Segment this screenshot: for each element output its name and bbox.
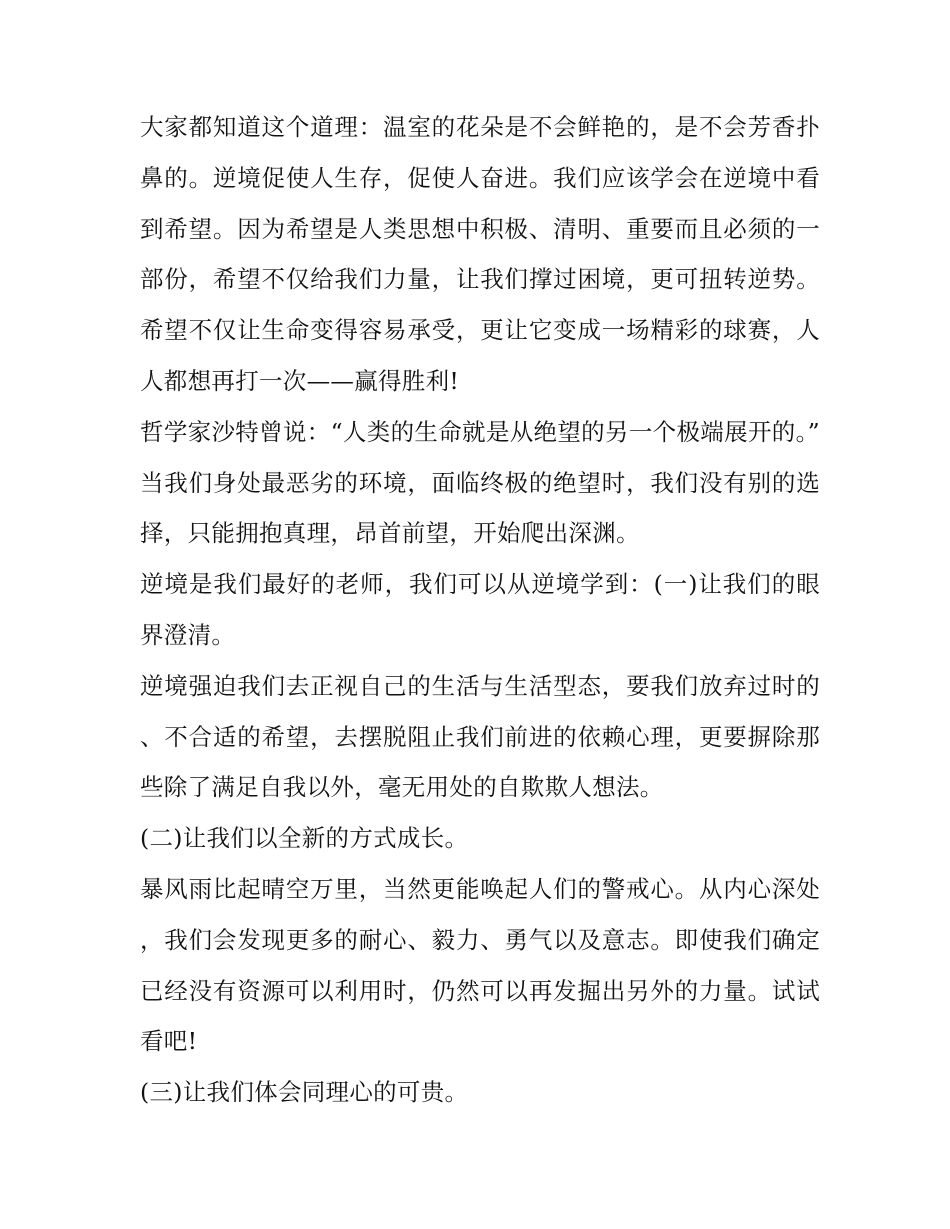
paragraph-storm: 暴风雨比起晴空万里，当然更能唤起人们的警戒心。从内心深处，我们会发现更多的耐心、毅力、勇气以及意志。即使我们确定已经没有资源可以利用时，仍然可以再发掘出另外的力量。试试看吧! bbox=[140, 874, 820, 1056]
paragraph-face-life: 逆境强迫我们去正视自己的生活与生活型态，要我们放弃过时的、不合适的希望，去摆脱阻止我们前进的依赖心理，更要摒除那些除了满足自我以外，毫无用处的自欺欺人想法。 bbox=[140, 671, 820, 802]
section-heading-empathy: (三)让我们体会同理心的可贵。 bbox=[140, 1078, 469, 1107]
section-heading-grow: (二)让我们以全新的方式成长。 bbox=[140, 824, 469, 853]
paragraph-adversity-intro: 大家都知道这个道理：温室的花朵是不会鲜艳的，是不会芳香扑鼻的。逆境促使人生存，促使人奋进。我们应该学会在逆境中看到希望。因为希望是人类思想中积极、清明、重要而且必须的一部份，希望不仅给我们力量，让我们撑过困境，更可扭转逆势。希望不仅让生命变得容易承受，更让它变成一场精彩的球赛，人人都想再打一次——赢得胜利! bbox=[140, 113, 820, 395]
document-body bbox=[140, 102, 820, 1118]
paragraph-adversity-teacher: 逆境是我们最好的老师，我们可以从逆境学到：(一)让我们的眼界澄清。 bbox=[140, 570, 820, 649]
paragraph-sartre-quote: 哲学家沙特曾说：“人类的生命就是从绝望的另一个极端展开的。”当我们身处最恶劣的环境，面临终极的绝望时，我们没有别的选择，只能拥抱真理，昂首前望，开始爬出深渊。 bbox=[140, 417, 820, 548]
